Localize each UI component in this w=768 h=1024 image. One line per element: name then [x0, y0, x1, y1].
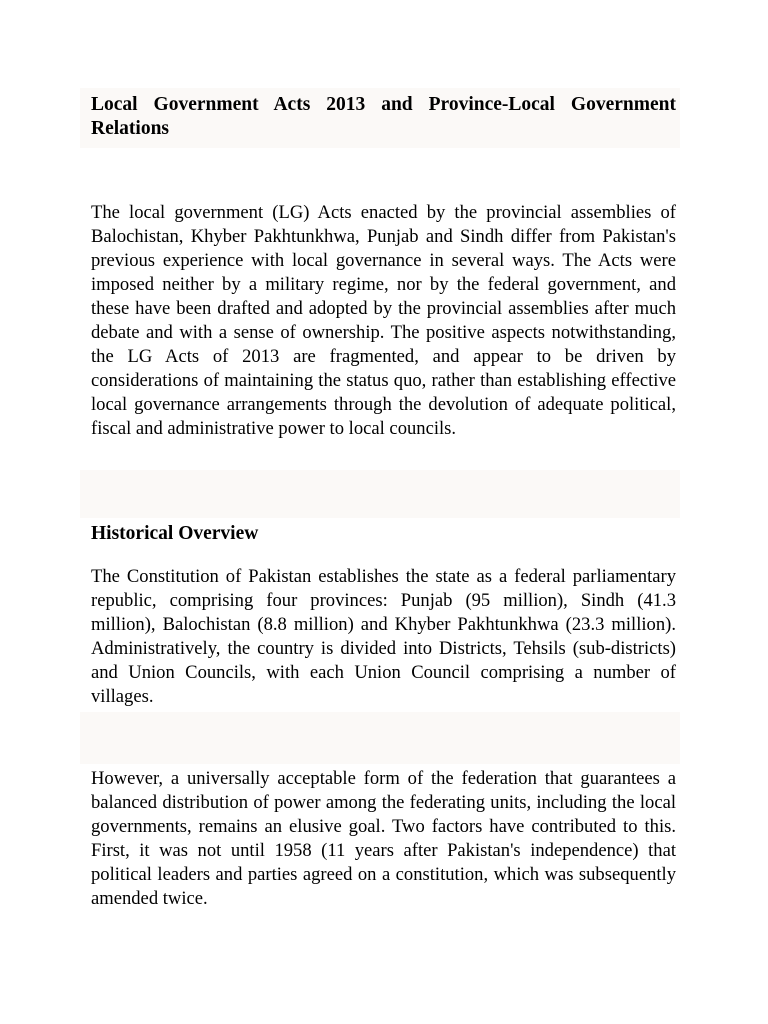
spacer-band — [80, 712, 680, 764]
spacer-band — [80, 470, 680, 518]
overview-paragraph: The Constitution of Pakistan establishes the state as a federal parliamentary republic, comprising four provinces: Punjab (95 million), Sindh (41.3 million), Balochistan (8.8 million) and Khyber Pakhtunkhwa (23.3 million). Administratively, the country is divided into Districts, Tehsils (sub-districts) and Union Councils, with each Union Council comprising a number of villages. — [91, 566, 676, 707]
federation-paragraph: However, a universally acceptable form of the federation that guarantees a balanced distribution of power among the federating units, including the local governments, remains an elusive goal. Two factors have contributed to this. First, it was not until 1958 (11 years after Pakistan's independence) that political leaders and parties agreed on a constitution, which was subsequently amended twice. — [91, 768, 676, 909]
section-heading: Historical Overview — [91, 523, 259, 544]
intro-paragraph: The local government (LG) Acts enacted by the provincial assemblies of Balochistan, Khyber Pakhtunkhwa, Punjab and Sindh differ from Pakistan's previous experience with local governance in several ways. The Acts were imposed neither by a military regime, nor by the federal government, and these have been drafted and adopted by the provincial assemblies after much debate and with a sense of ownership. The positive aspects notwithstanding, the LG Acts of 2013 are fragmented, and appear to be driven by considerations of maintaining the status quo, rather than establishing effective local governance arrangements through the devolution of adequate political, fiscal and administrative power to local councils. — [91, 202, 676, 439]
document-title: Local Government Acts 2013 and Province-Local Government Relations — [91, 94, 676, 139]
